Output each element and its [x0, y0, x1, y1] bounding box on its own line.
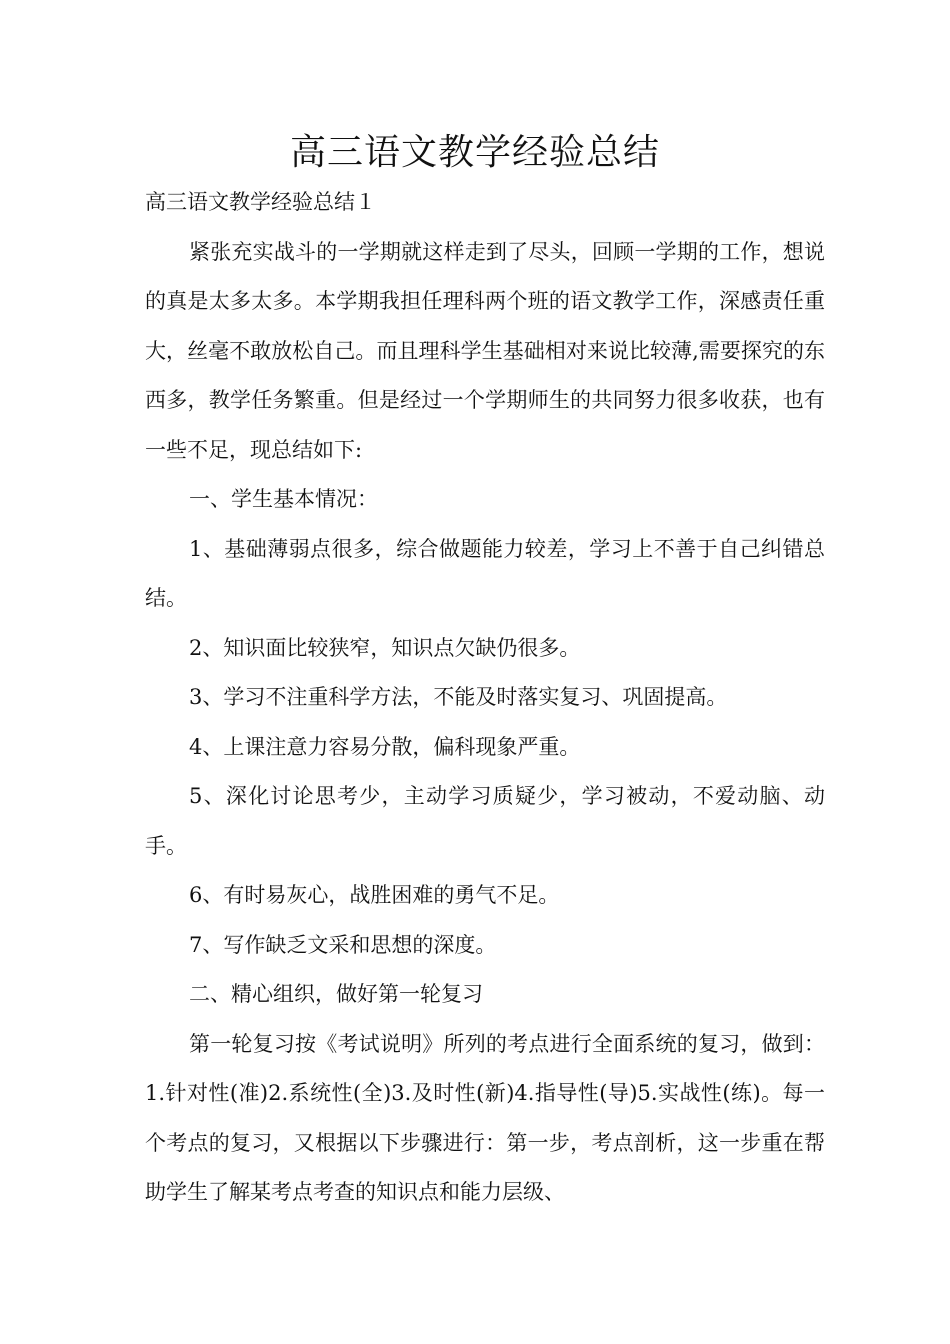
- list-item-6: 6、有时易灰心，战胜困难的勇气不足。: [189, 883, 560, 907]
- list-item-3: 3、学习不注重科学方法，不能及时落实复习、巩固提高。: [189, 685, 728, 709]
- list-item-1: 1、基础薄弱点很多，综合做题能力较差，学习上不善于自己纠错总结。: [145, 536, 825, 610]
- list-item-4: 4、上课注意力容易分散，偏科现象严重。: [189, 734, 581, 759]
- document-subtitle: 高三语文教学经验总结１: [145, 190, 376, 214]
- document-title: 高三语文教学经验总结: [289, 132, 660, 173]
- section-heading-2: 二、精心组织，做好第一轮复习: [189, 982, 483, 1006]
- paragraph-intro: 紧张充实战斗的一学期就这样走到了尽头，回顾一学期的工作，想说的真是太多太多。本学期我担任理科两个班的语文教学工作，深感责任重大，丝毫不敢放松自己。而且理科学生基础相对来说比较薄,需要探究的东西多，教学任务繁重。但是经过一个学期师生的共同努力很多收获，也有一些不足，现总结如下:: [145, 239, 825, 462]
- section-heading-1: 一、学生基本情况：: [189, 487, 378, 511]
- list-item-2: 2、知识面比较狭窄，知识点欠缺仍很多。: [189, 635, 581, 660]
- list-item-5: 5、深化讨论思考少，主动学习质疑少，学习被动，不爱动脑、动手。: [145, 784, 825, 858]
- document-body: [145, 178, 825, 1218]
- list-item-7: 7、写作缺乏文采和思想的深度。: [189, 932, 497, 957]
- paragraph-review: 第一轮复习按《考试说明》所列的考点进行全面系统的复习，做到：1.针对性(准)2.系统性(全)3.及时性(新)4.指导性(导)5.实战性(练)。每一个考点的复习，又根据以下步骤进行：第一步，考点剖析，这一步重在帮助学生了解某考点考查的知识点和能力层级、: [145, 1031, 825, 1204]
